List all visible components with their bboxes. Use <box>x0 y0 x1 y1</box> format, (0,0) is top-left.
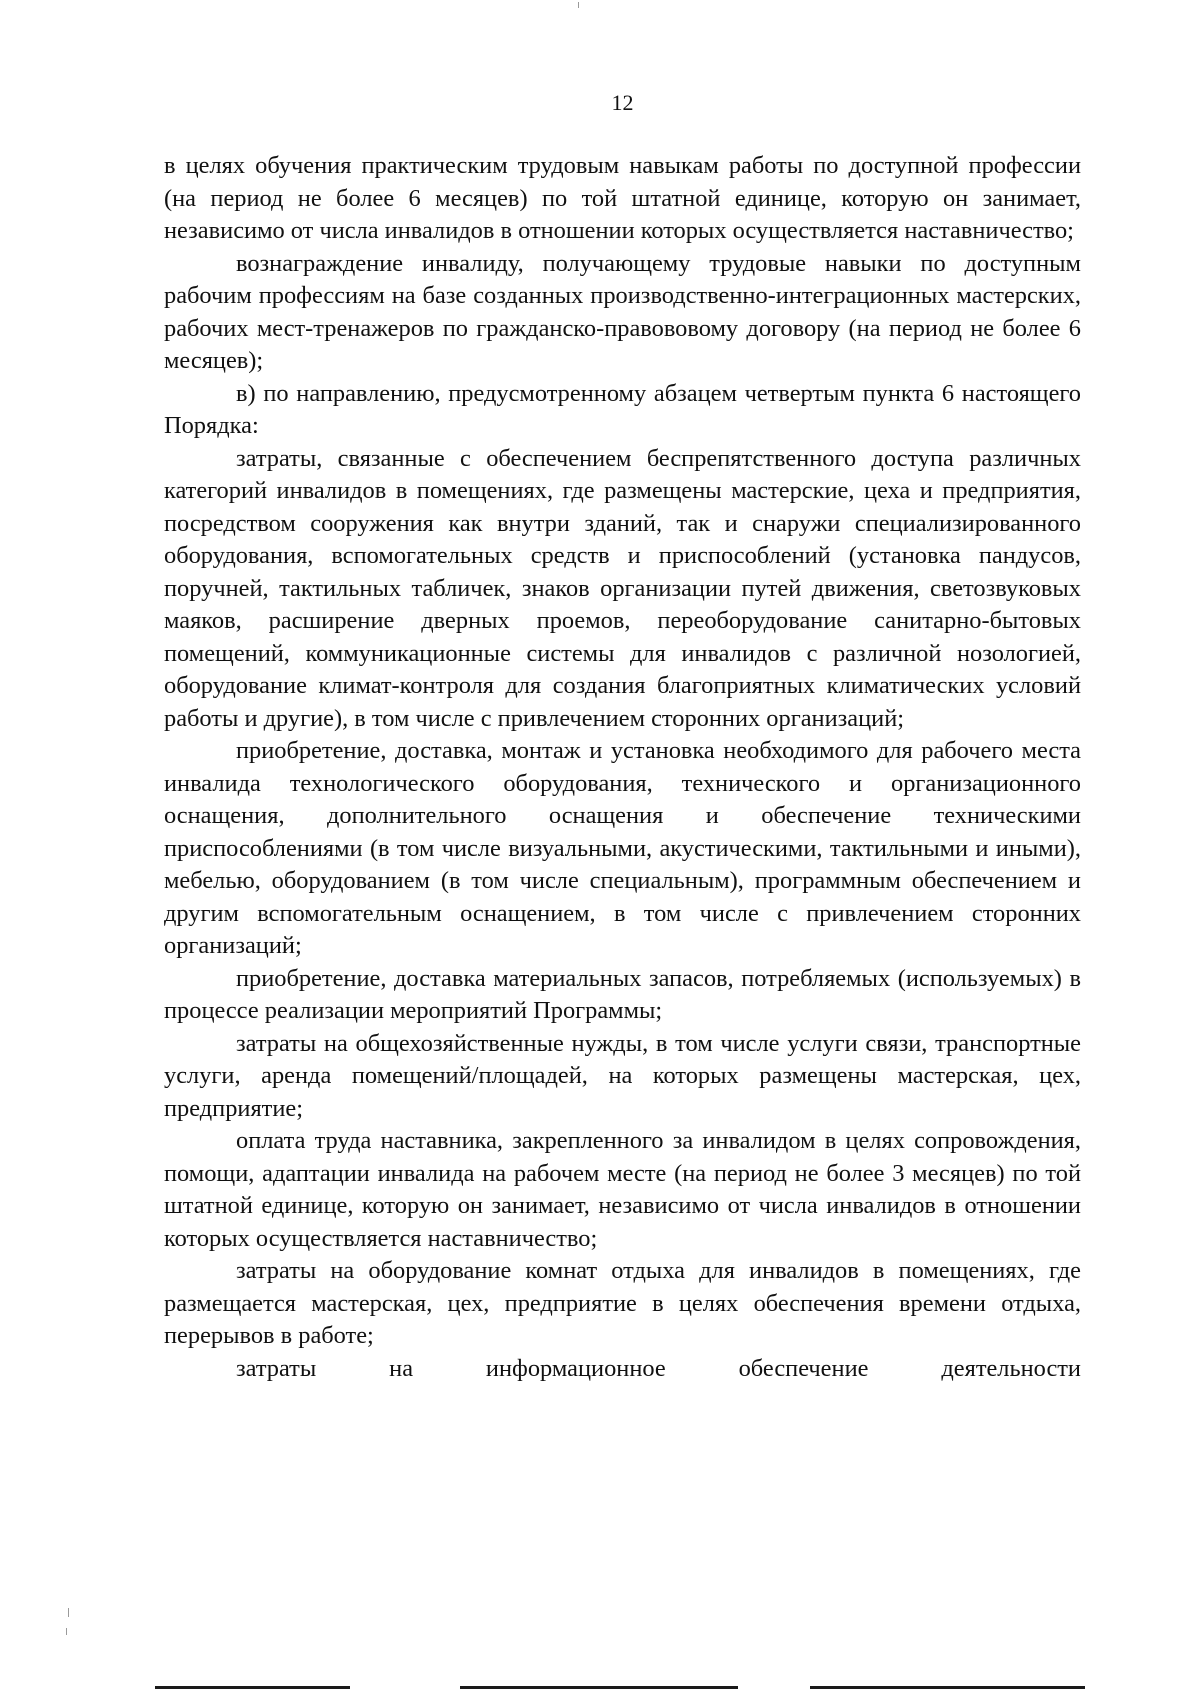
paragraph-1: в целях обучения практическим трудовым навыкам работы по доступной профессии (на период не более 6 месяцев) по той штатной единице, которую он занимает, независимо от числа инвалидов в отношении которых осуществляется наставничество; <box>164 152 1081 244</box>
paragraph-2: вознаграждение инвалиду, получающему трудовые навыки по доступным рабочим профессиям на базе созданных производственно-интеграционных мастерских, рабочих мест-тренажеров по гражданско-правововому договору (на период не более 6 месяцев); <box>164 249 1081 374</box>
scan-mark <box>66 1628 67 1635</box>
paragraph-9: затраты на оборудование комнат отдыха для инвалидов в помещениях, где размещается мастерская, цех, предприятие в целях обеспечения времени отдыха, перерывов в работе; <box>164 1257 1081 1349</box>
footer-rule <box>810 1686 1085 1689</box>
footer-rule <box>460 1686 738 1689</box>
paragraph-5: приобретение, доставка, монтаж и установка необходимого для рабочего места инвалида технологического оборудования, технического и организационного оснащения, дополнительного оснащения и обеспечение техническими приспособлениями (в том числе визуальными, акустическими, тактильными и иными), мебелью, оборудованием (в том числе специальным), программным обеспечением и другим вспомогательным оснащением, в том числе с привлечением сторонних организаций; <box>164 737 1081 959</box>
paragraph-6: приобретение, доставка материальных запасов, потребляемых (используемых) в процессе реализации мероприятий Программы; <box>164 964 1081 1024</box>
page-number: 12 <box>611 90 634 115</box>
footer-rule <box>155 1686 350 1689</box>
paragraph-3: в) по направлению, предусмотренному абзацем четвертым пункта 6 настоящего Порядка: <box>164 379 1081 439</box>
document-body <box>164 150 1081 1385</box>
paragraph-8: оплата труда наставника, закрепленного за инвалидом в целях сопровождения, помощи, адаптации инвалида на рабочем месте (на период не более 3 месяцев) по той штатной единице, которую он занимает, независимо от числа инвалидов в отношении которых осуществляется наставничество; <box>164 1127 1081 1252</box>
paragraph-7: затраты на общехозяйственные нужды, в том числе услуги связи, транспортные услуги, аренда помещений/площадей, на которых размещены мастерская, цех, предприятие; <box>164 1029 1081 1122</box>
paragraph-10: затраты на информационное обеспечение деятельности <box>236 1354 1081 1382</box>
scan-mark <box>68 1608 69 1617</box>
paragraph-4: затраты, связанные с обеспечением беспрепятственного доступа различных категорий инвалидов в помещениях, где размещены мастерские, цеха и предприятия, посредством сооружения как внутри зданий, так и снаружи специализированного оборудования, вспомогательных средств и приспособлений (установка пандусов, поручней, тактильных табличек, знаков организации путей движения, светозвуковых маяков, расширение дверных проемов, переоборудование санитарно-бытовых помещений, коммуникационные системы для инвалидов с различной нозологией, оборудование климат-контроля для создания благоприятных климатических условий работы и другие), в том числе с привлечением сторонних организаций; <box>164 444 1081 732</box>
scan-mark <box>578 2 579 8</box>
